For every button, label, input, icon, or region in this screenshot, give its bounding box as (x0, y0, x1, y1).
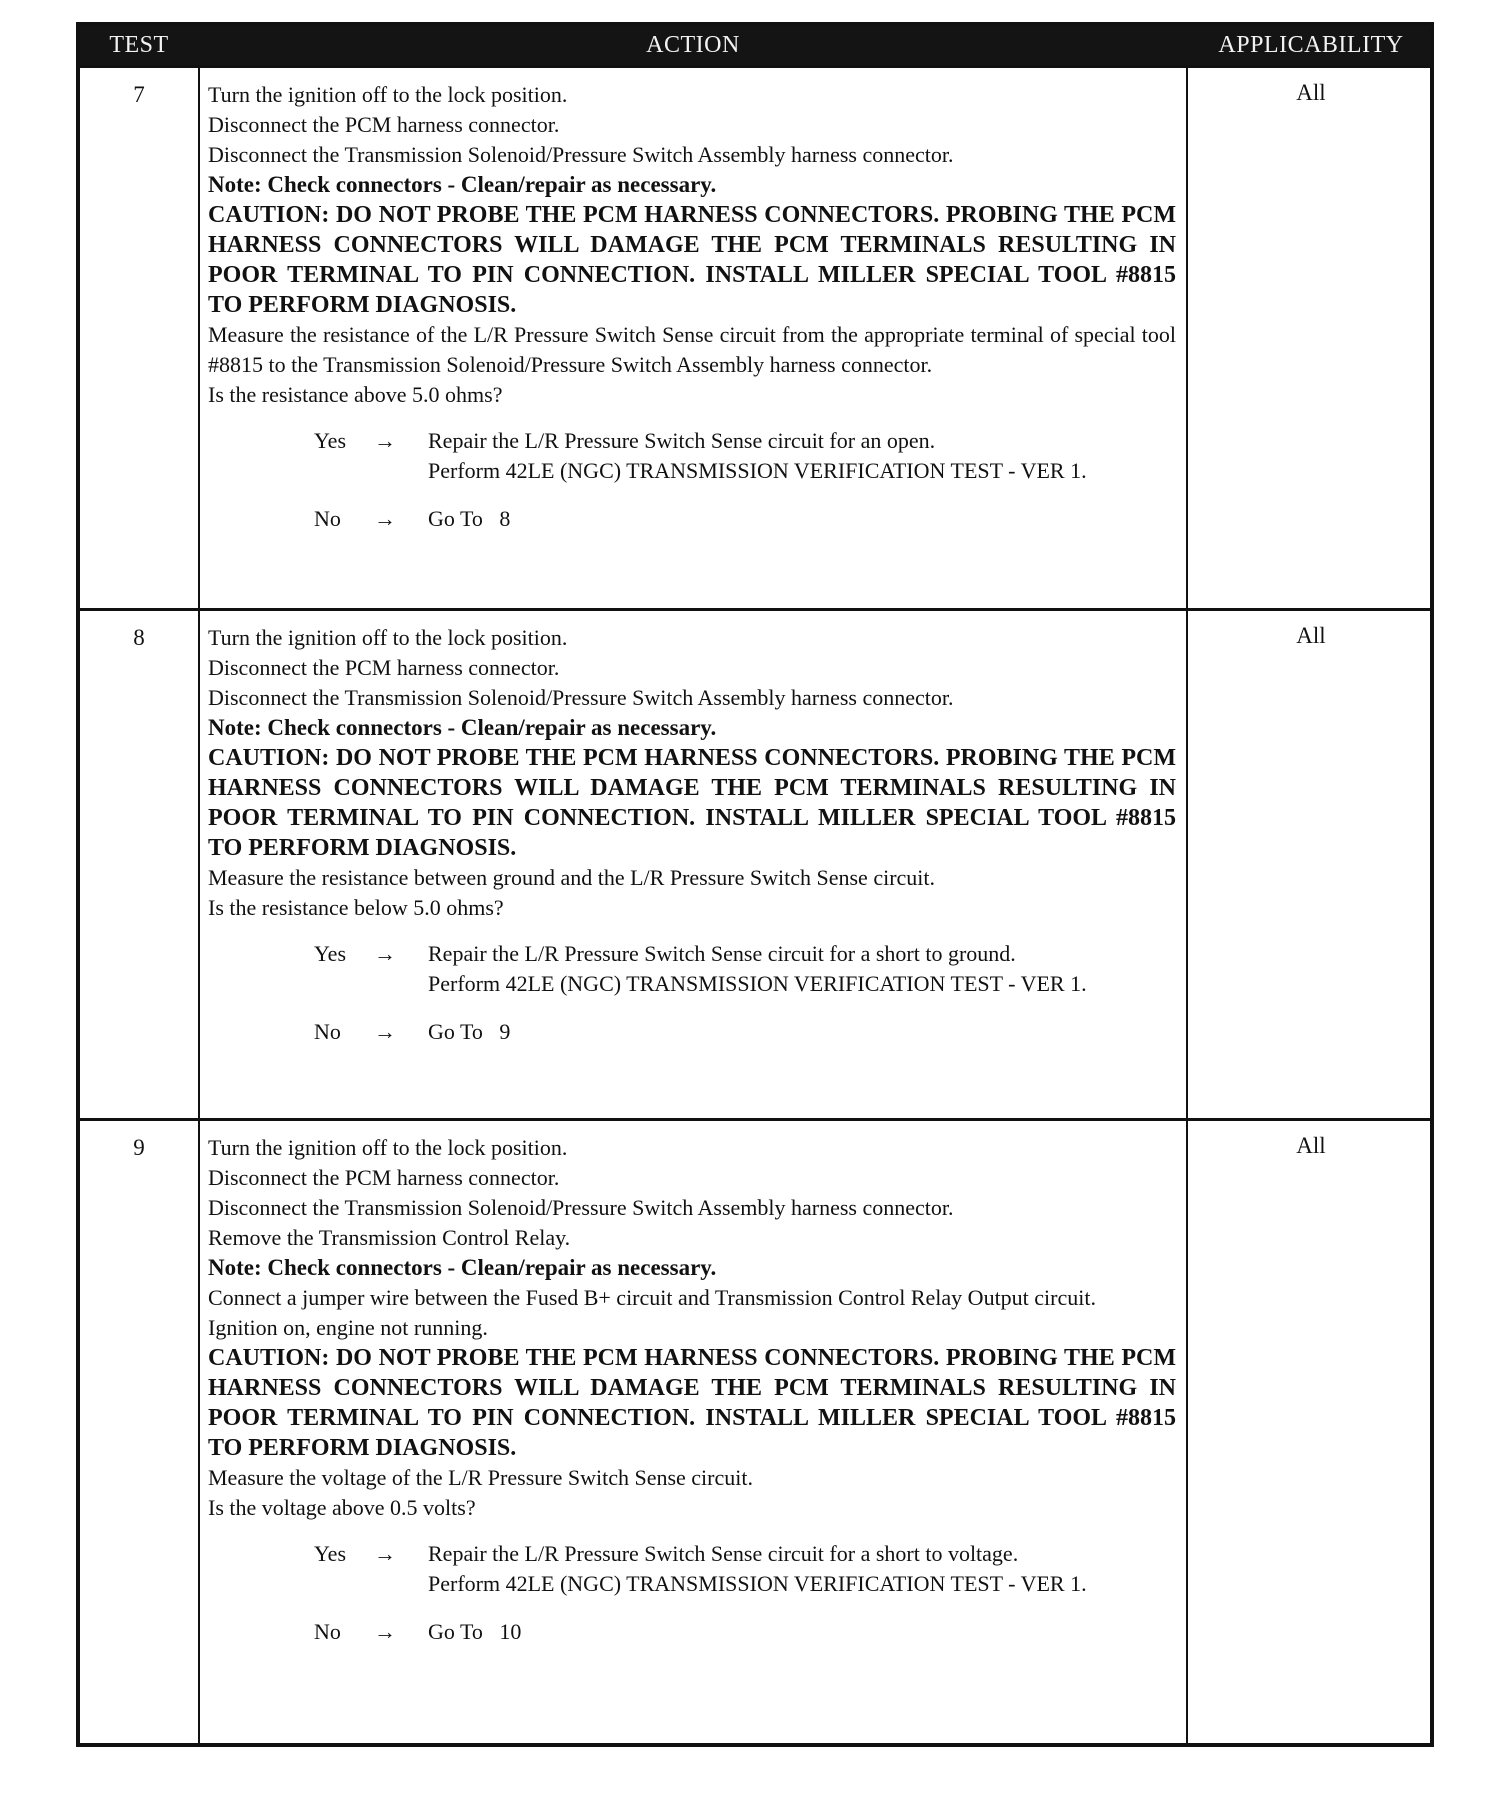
table-row (80, 1118, 1430, 1747)
response-block (208, 1539, 1176, 1647)
test-number: 9 (133, 1135, 145, 1160)
measure-text: Measure the resistance of the L/R Pressure Switch Sense circuit from the appropriate terminal of special tool #8815 to the Transmission Solenoid/Pressure Switch Assembly harness connector. (208, 322, 1176, 377)
table-row (80, 65, 1430, 608)
applicability: All (1296, 1133, 1326, 1158)
question-text: Is the resistance below 5.0 ohms? (208, 895, 504, 920)
step-text: Disconnect the PCM harness connector. (208, 655, 560, 680)
note-text: Note: Check connectors - Clean/repair as necessary. (208, 715, 717, 740)
caution-text: CAUTION: DO NOT PROBE THE PCM HARNESS CONNECTORS. PROBING THE PCM HARNESS CONNECTORS WILL DAMAGE THE PCM TERMINALS RESULTING IN POOR TERMINAL TO PIN CONNECTION. INSTALL MILLER SPECIAL TOOL #8815 TO PERFORM DIAGNOSIS. (208, 202, 1176, 318)
step-text: Connect a jumper wire between the Fused B+ circuit and Transmission Control Relay Output circuit. (208, 1285, 1096, 1310)
no-label: No (314, 506, 341, 531)
response-block (208, 939, 1176, 1047)
yes-action-verify: Perform 42LE (NGC) TRANSMISSION VERIFICATION TEST - VER 1. (428, 971, 1087, 996)
header-action: ACTION (646, 32, 740, 58)
step-text: Turn the ignition off to the lock position. (208, 1135, 568, 1160)
step-text: Turn the ignition off to the lock position. (208, 82, 568, 107)
arrow-icon: → (374, 1019, 396, 1044)
diagnostic-table (76, 22, 1434, 1747)
step-text: Turn the ignition off to the lock position. (208, 625, 568, 650)
question-text: Is the voltage above 0.5 volts? (208, 1495, 476, 1520)
arrow-icon: → (374, 1619, 396, 1644)
table-header (80, 26, 1430, 65)
yes-action: Repair the L/R Pressure Switch Sense circuit for a short to voltage. (428, 1541, 1019, 1566)
no-label: No (314, 1019, 341, 1044)
question-text: Is the resistance above 5.0 ohms? (208, 382, 503, 407)
arrow-icon: → (374, 506, 396, 531)
table-row (80, 608, 1430, 1118)
note-text: Note: Check connectors - Clean/repair as necessary. (208, 172, 717, 197)
action-cell (208, 80, 1176, 534)
yes-label: Yes (314, 428, 347, 453)
step-text: Disconnect the Transmission Solenoid/Pressure Switch Assembly harness connector. (208, 685, 954, 710)
arrow-icon: → (374, 1541, 396, 1566)
action-cell (208, 623, 1176, 1047)
step-text: Disconnect the PCM harness connector. (208, 112, 560, 137)
step-text: Ignition on, engine not running. (208, 1315, 488, 1340)
yes-label: Yes (314, 1541, 347, 1566)
yes-action: Repair the L/R Pressure Switch Sense circuit for an open. (428, 428, 936, 453)
applicability: All (1296, 80, 1326, 105)
step-text: Disconnect the Transmission Solenoid/Pressure Switch Assembly harness connector. (208, 1195, 954, 1220)
caution-text: CAUTION: DO NOT PROBE THE PCM HARNESS CONNECTORS. PROBING THE PCM HARNESS CONNECTORS WILL DAMAGE THE PCM TERMINALS RESULTING IN POOR TERMINAL TO PIN CONNECTION. INSTALL MILLER SPECIAL TOOL #8815 TO PERFORM DIAGNOSIS. (208, 1345, 1176, 1461)
yes-action: Repair the L/R Pressure Switch Sense circuit for a short to ground. (428, 941, 1016, 966)
yes-action-verify: Perform 42LE (NGC) TRANSMISSION VERIFICATION TEST - VER 1. (428, 1571, 1087, 1596)
applicability: All (1296, 623, 1326, 648)
action-cell (208, 1133, 1176, 1647)
note-text: Note: Check connectors - Clean/repair as necessary. (208, 1255, 717, 1280)
arrow-icon: → (374, 941, 396, 966)
step-text: Disconnect the Transmission Solenoid/Pressure Switch Assembly harness connector. (208, 142, 954, 167)
no-action: Go To 9 (428, 1019, 511, 1044)
no-label: No (314, 1619, 341, 1644)
test-number: 8 (133, 625, 145, 650)
step-text: Disconnect the PCM harness connector. (208, 1165, 560, 1190)
test-number: 7 (133, 82, 145, 107)
measure-text: Measure the voltage of the L/R Pressure Switch Sense circuit. (208, 1465, 753, 1490)
yes-label: Yes (314, 941, 347, 966)
header-applicability: APPLICABILITY (1218, 32, 1404, 58)
no-action: Go To 10 (428, 1619, 522, 1644)
arrow-icon: → (374, 428, 396, 453)
yes-action-verify: Perform 42LE (NGC) TRANSMISSION VERIFICATION TEST - VER 1. (428, 458, 1087, 483)
header-test: TEST (109, 32, 169, 58)
no-action: Go To 8 (428, 506, 511, 531)
caution-text: CAUTION: DO NOT PROBE THE PCM HARNESS CONNECTORS. PROBING THE PCM HARNESS CONNECTORS WILL DAMAGE THE PCM TERMINALS RESULTING IN POOR TERMINAL TO PIN CONNECTION. INSTALL MILLER SPECIAL TOOL #8815 TO PERFORM DIAGNOSIS. (208, 745, 1176, 861)
step-text: Remove the Transmission Control Relay. (208, 1225, 571, 1250)
response-block (208, 426, 1176, 534)
measure-text: Measure the resistance between ground and the L/R Pressure Switch Sense circuit. (208, 865, 936, 890)
